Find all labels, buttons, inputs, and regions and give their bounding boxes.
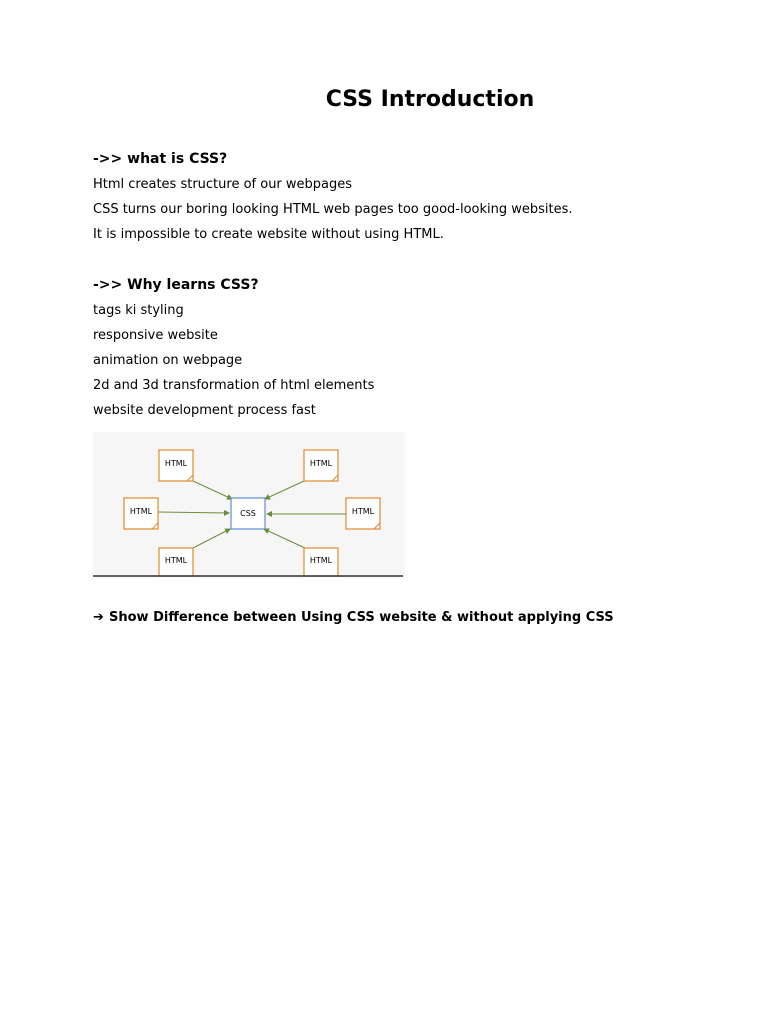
what-is-css-line-2: CSS turns our boring looking HTML web pages too good-looking websites. (93, 202, 573, 217)
arrow-bottom-right (264, 529, 305, 548)
why-css-line-2: responsive website (93, 328, 218, 343)
css-html-diagram (93, 432, 405, 578)
html-node-label: HTML (164, 459, 188, 468)
css-node-label: CSS (240, 509, 256, 518)
arrow-left (158, 512, 229, 513)
html-node-bottom-right (304, 548, 338, 576)
html-node-top-left (159, 450, 193, 481)
html-node-top-right (304, 450, 338, 481)
html-node-label: HTML (309, 556, 333, 565)
why-css-line-4: 2d and 3d transformation of html elements (93, 378, 375, 393)
what-is-css-line-3: It is impossible to create website without using HTML. (93, 227, 444, 242)
why-css-line-1: tags ki styling (93, 303, 184, 318)
arrow-bottom-left (193, 529, 230, 548)
difference-note (93, 609, 614, 627)
html-node-label: HTML (129, 507, 153, 516)
html-node-left (124, 498, 158, 529)
section-heading-why-learn-css: ->> Why learns CSS? (93, 277, 259, 293)
html-node-label: HTML (164, 556, 188, 565)
section-heading-what-is-css: ->> what is CSS? (93, 151, 228, 167)
arrow-top-left (193, 481, 232, 499)
arrow-top-right (265, 481, 304, 499)
difference-note-text: Show Difference between Using CSS website & without applying CSS (109, 610, 614, 625)
why-css-line-5: website development process fast (93, 403, 316, 418)
right-arrow-icon: ➔ (93, 610, 104, 625)
page-title: CSS Introduction (325, 87, 535, 112)
html-node-label: HTML (351, 507, 375, 516)
what-is-css-line-1: Html creates structure of our webpages (93, 177, 353, 192)
diagram-svg (93, 432, 405, 578)
html-node-right (346, 498, 380, 529)
html-node-label: HTML (309, 459, 333, 468)
why-css-line-3: animation on webpage (93, 353, 243, 368)
html-node-bottom-left (159, 548, 193, 576)
